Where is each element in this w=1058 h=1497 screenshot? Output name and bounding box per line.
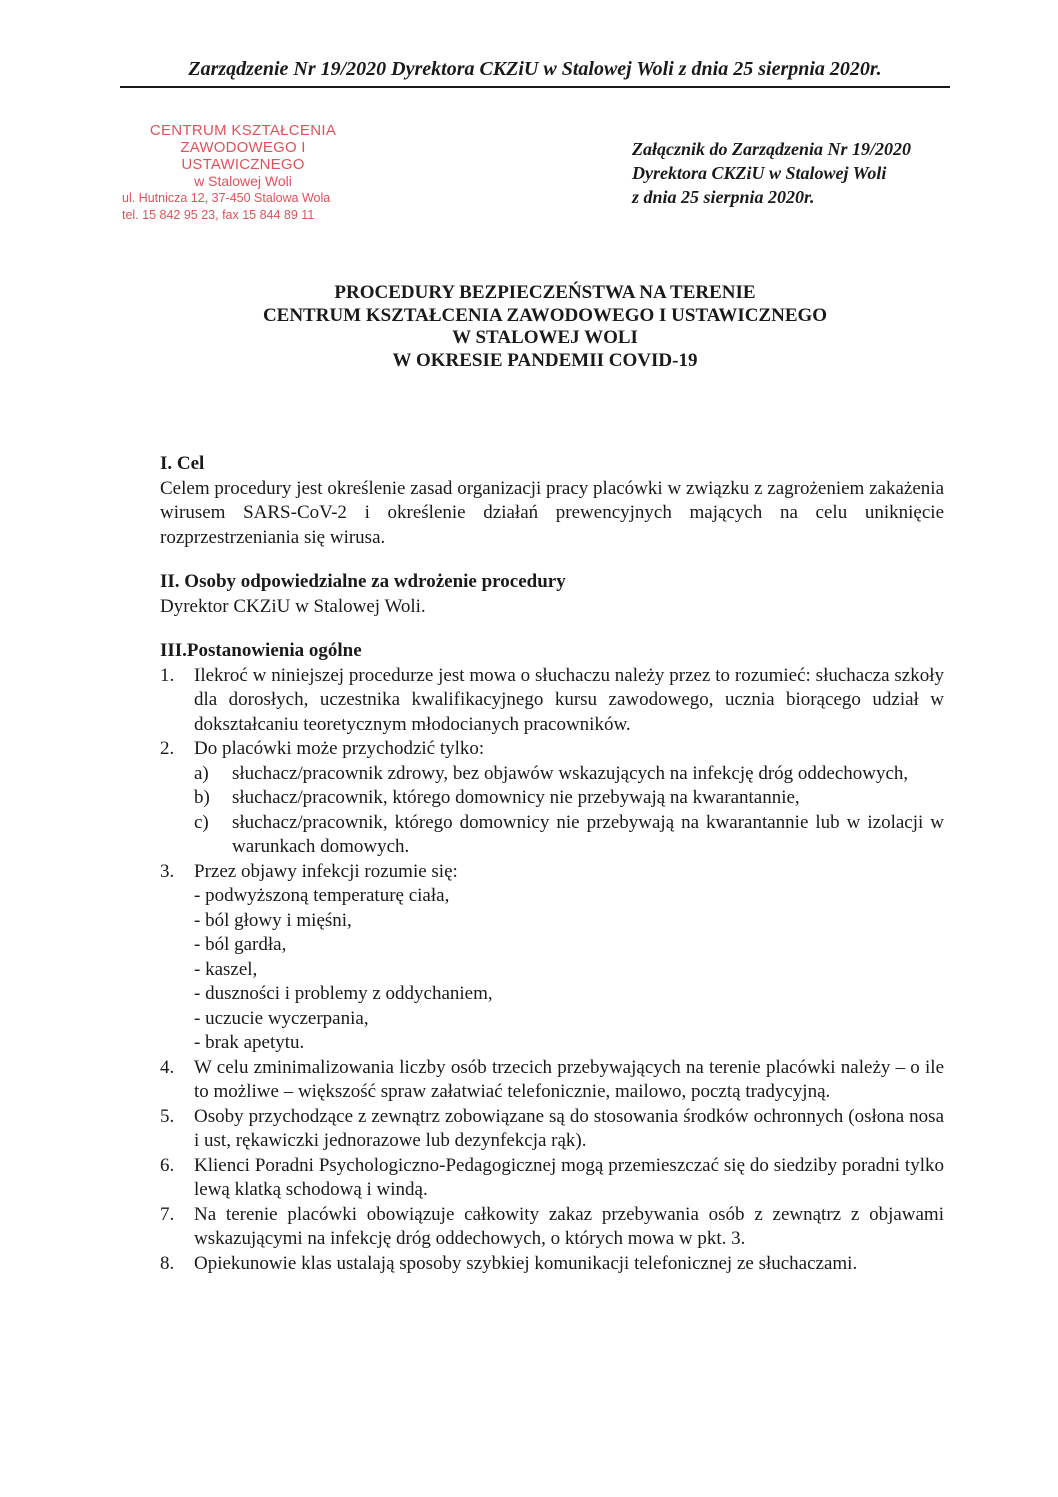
item-number: 5. xyxy=(160,1105,175,1127)
sublist-item xyxy=(194,762,944,787)
item-number: 4. xyxy=(160,1056,175,1078)
sublist-letter: a) xyxy=(194,762,209,784)
list-item xyxy=(160,1203,944,1252)
document-body xyxy=(160,452,944,1276)
item-text: Na terenie placówki obowiązuje całkowity zakaz przebywania osób z zewnątrz z objawami wskazującymi na infekcję dróg oddechowych, o których mowa w pkt. 3. xyxy=(194,1203,944,1249)
section-heading-general: III.Postanowienia ogólne xyxy=(160,640,362,661)
annex-line-1: Załącznik do Zarządzenia Nr 19/2020 xyxy=(632,139,912,159)
sublist-text: słuchacz/pracownik zdrowy, bez objawów wskazujących na infekcję dróg oddechowych, xyxy=(232,762,909,784)
title-line-2: CENTRUM KSZTAŁCENIA ZAWODOWEGO I USTAWICZNEGO xyxy=(262,304,828,326)
item-text: Klienci Poradni Psychologiczno-Pedagogicznej mogą przemieszczać się do siedziby poradni tylko lewą klatką schodową i windą. xyxy=(194,1154,944,1200)
symptom-item: - podwyższoną temperaturę ciała, xyxy=(194,885,450,906)
item-number: 2. xyxy=(160,738,175,759)
stamp-line-3: w Stalowej Woli xyxy=(194,173,292,189)
sublist-letter: b) xyxy=(194,787,210,808)
title-line-1: PROCEDURY BEZPIECZEŃSTWA NA TERENIE xyxy=(334,282,756,303)
stamp-line-1: CENTRUM KSZTAŁCENIA xyxy=(149,122,337,139)
item-number: 6. xyxy=(160,1154,175,1176)
institution-stamp xyxy=(118,122,368,224)
list-item xyxy=(160,737,944,860)
sublist-item xyxy=(194,786,944,811)
list-item xyxy=(160,860,944,1056)
section-text-goal: Celem procedury jest określenie zasad organizacji pracy placówki w związku z zagrożeniem zakażenia wirusem SARS-CoV-2 i określenie działań prewencyjnych mających na celu uniknięcie rozprzestrzeniania się wirusa. xyxy=(160,477,944,548)
sublist xyxy=(194,762,944,860)
item-number: 7. xyxy=(160,1203,175,1225)
symptoms-list xyxy=(194,884,944,1056)
section-heading-goal: I. Cel xyxy=(160,453,205,474)
sublist-text: słuchacz/pracownik, którego domownicy nie przebywają na kwarantannie lub w izolacji w warunkach domowych. xyxy=(232,811,944,857)
annex-line-2: Dyrektora CKZiU w Stalowej Woli xyxy=(632,163,887,183)
title-line-3: W STALOWEJ WOLI xyxy=(452,327,638,348)
general-provisions-list xyxy=(160,664,944,1277)
item-number: 8. xyxy=(160,1252,175,1274)
symptom-item: - duszności i problemy z oddychaniem, xyxy=(194,983,493,1004)
stamp-address: ul. Hutnicza 12, 37-450 Stalowa Wola xyxy=(122,191,331,205)
stamp-line-2: ZAWODOWEGO I USTAWICZNEGO xyxy=(180,139,306,173)
symptom-item: - kaszel, xyxy=(194,958,258,980)
item-text: Opiekunowie klas ustalają sposoby szybkiej komunikacji telefonicznej ze słuchaczami. xyxy=(194,1252,858,1274)
symptom-item: - ból głowy i mięśni, xyxy=(194,909,352,931)
symptom-item: - brak apetytu. xyxy=(194,1032,305,1053)
stamp-phone: tel. 15 842 95 23, fax 15 844 89 11 xyxy=(122,208,315,222)
symptom-item: - uczucie wyczerpania, xyxy=(194,1007,369,1029)
list-item xyxy=(160,664,944,738)
sublist-letter: c) xyxy=(194,811,209,833)
item-text: Przez objawy infekcji rozumie się: xyxy=(194,860,458,882)
list-item xyxy=(160,1056,944,1105)
ordinance-header: Zarządzenie Nr 19/2020 Dyrektora CKZiU w Stalowej Woli z dnia 25 sierpnia 2020r. xyxy=(188,58,882,80)
item-text: Osoby przychodzące z zewnątrz zobowiązane są do stosowania środków ochronnych (osłona nosa i ust, rękawiczki jednorazowe lub dezynfekcja rąk). xyxy=(194,1105,944,1151)
item-number: 1. xyxy=(160,664,175,686)
title-line-4: W OKRESIE PANDEMII COVID-19 xyxy=(392,349,698,371)
annex-note xyxy=(632,137,962,209)
document-title xyxy=(150,282,940,372)
item-number: 3. xyxy=(160,860,175,882)
sublist-item xyxy=(194,811,944,860)
header-divider xyxy=(120,86,950,88)
list-item xyxy=(160,1252,944,1277)
item-text: Ilekroć w niniejszej procedurze jest mowa o słuchaczu należy przez to rozumieć: słuchacza szkoły dla dorosłych, uczestnika kwalifikacyjnego kursu zawodowego, ucznia biorącego udział w dokształcaniu teoretycznym młodocianych pracowników. xyxy=(194,664,944,735)
item-text: Do placówki może przychodzić tylko: xyxy=(194,738,485,759)
section-text-responsible: Dyrektor CKZiU w Stalowej Woli. xyxy=(160,595,426,617)
section-heading-responsible: II. Osoby odpowiedzialne za wdrożenie procedury xyxy=(160,571,566,592)
list-item xyxy=(160,1105,944,1154)
list-item xyxy=(160,1154,944,1203)
sublist-text: słuchacz/pracownik, którego domownicy nie przebywają na kwarantannie, xyxy=(232,787,800,808)
symptom-item: - ból gardła, xyxy=(194,934,287,955)
annex-line-3: z dnia 25 sierpnia 2020r. xyxy=(632,187,815,207)
item-text: W celu zminimalizowania liczby osób trzecich przebywających na terenie placówki należy – o ile to możliwe – większość spraw załatwiać telefonicznie, mailowo, pocztą tradycyjną. xyxy=(194,1056,944,1102)
